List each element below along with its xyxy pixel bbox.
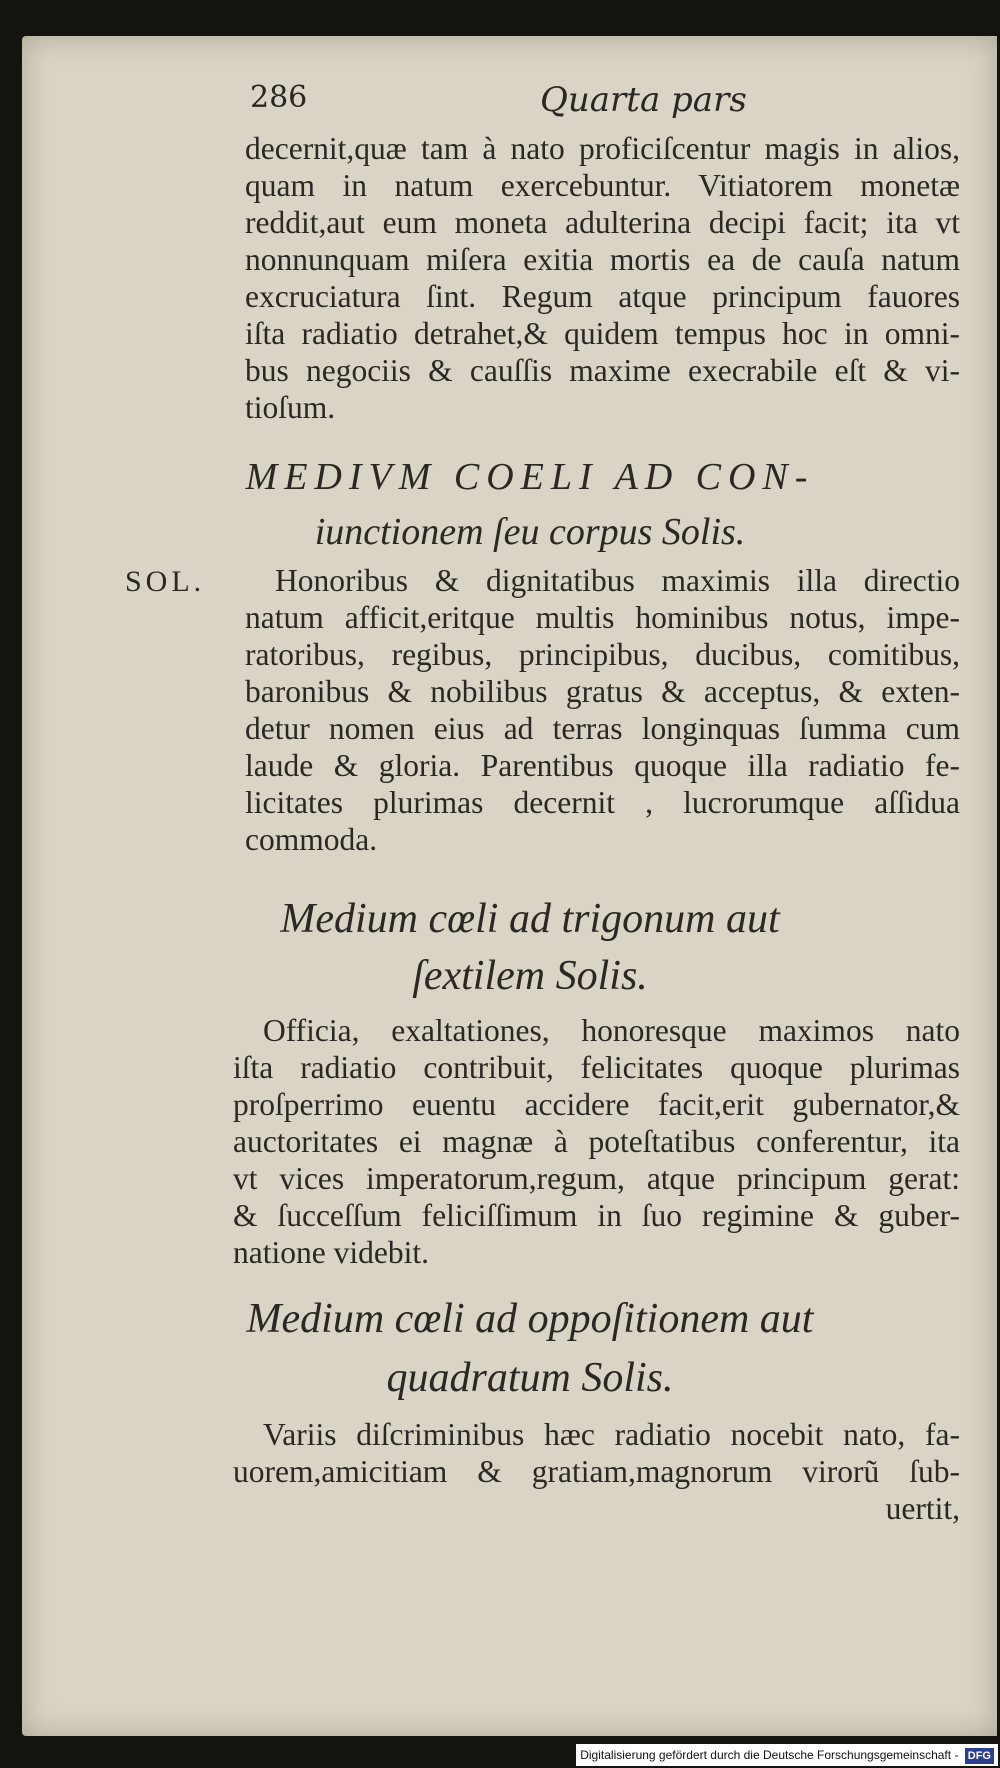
- text-line: tioſum.: [245, 390, 336, 425]
- running-title: Quarta pars: [540, 80, 747, 120]
- margin-note: SOL.: [125, 565, 206, 598]
- paragraph-3: [233, 1012, 960, 1271]
- text-line: quam in natum exercebuntur. Vitiatorem monetæ: [245, 168, 960, 203]
- text-line: proſperrimo euentu accidere facit,erit gubernator,&: [233, 1087, 960, 1122]
- catchword: uertit,: [885, 1491, 960, 1526]
- section-heading-3-line-2: quadratum Solis.: [386, 1355, 674, 1401]
- text-line: auctoritates ei magnæ à poteſtatibus conferentur, ita: [233, 1124, 960, 1159]
- text-line: & ſucceſſum feliciſſimum in ſuo regimine & guber-: [233, 1198, 960, 1233]
- text-line: reddit,aut eum moneta adulterina decipi facit; ita vt: [245, 205, 960, 240]
- text-line: licitates plurimas decernit , lucrorumque aſſidua: [245, 785, 960, 820]
- text-line: Variis diſcriminibus hæc radiatio nocebit nato, fa-: [263, 1417, 960, 1452]
- section-heading-1-line-1: MEDIVM COELI AD CON-: [245, 456, 815, 498]
- text-line: Honoribus & dignitatibus maximis illa directio: [275, 563, 960, 598]
- text-line: vt vices imperatorum,regum, atque principum gerat:: [233, 1161, 960, 1196]
- paragraph-4: [233, 1416, 960, 1527]
- text-line: natum afficit,eritque multis hominibus notus, impe-: [245, 600, 960, 635]
- text-line: uorem,amicitiam & gratiam,magnorum virorũ ſub-: [233, 1454, 960, 1489]
- text-line: laude & gloria. Parentibus quoque illa radiatio fe-: [245, 748, 960, 783]
- text-line: ratoribus, regibus, principibus, ducibus, comitibus,: [245, 637, 960, 672]
- text-line: excruciatura ſint. Regum atque principum fauores: [245, 279, 960, 314]
- text-line: baronibus & nobilibus gratus & acceptus, & exten-: [245, 674, 960, 709]
- text-line: bus negociis & cauſſis maxime execrabile eſt & vi-: [245, 353, 960, 388]
- text-line: commoda.: [245, 822, 378, 857]
- footer-text: Digitalisierung gefördert durch die Deutsche Forschungsgemeinschaft -: [580, 1748, 959, 1762]
- page-number: 286: [250, 80, 308, 115]
- paragraph-2: [245, 562, 960, 858]
- text-line: iſta radiatio detrahet,& quidem tempus hoc in omni-: [245, 316, 960, 351]
- text-line: iſta radiatio contribuit, felicitates quoque plurimas: [233, 1050, 960, 1085]
- paragraph-1: [245, 130, 960, 426]
- section-heading-2-line-1: Medium cœli ad trigonum aut: [280, 896, 780, 942]
- text-line: nonnunquam miſera exitia mortis ea de cauſa natum: [245, 242, 960, 277]
- section-heading-3-line-1: Medium cœli ad oppoſitionem aut: [246, 1296, 814, 1342]
- running-header: [0, 80, 1000, 130]
- footer-credit: [576, 1744, 998, 1766]
- section-heading-2-line-2: ſextilem Solis.: [412, 953, 648, 999]
- section-heading-1-line-2: iunctionem ſeu corpus Solis.: [314, 511, 746, 553]
- dfg-logo: DFG: [965, 1748, 994, 1764]
- text-line: detur nomen eius ad terras longinquas ſumma cum: [245, 711, 960, 746]
- text-line: natione videbit.: [233, 1235, 429, 1270]
- text-line: Officia, exaltationes, honoresque maximos nato: [263, 1013, 960, 1048]
- text-line: decernit,quæ tam à nato proficiſcentur magis in alios,: [245, 131, 960, 166]
